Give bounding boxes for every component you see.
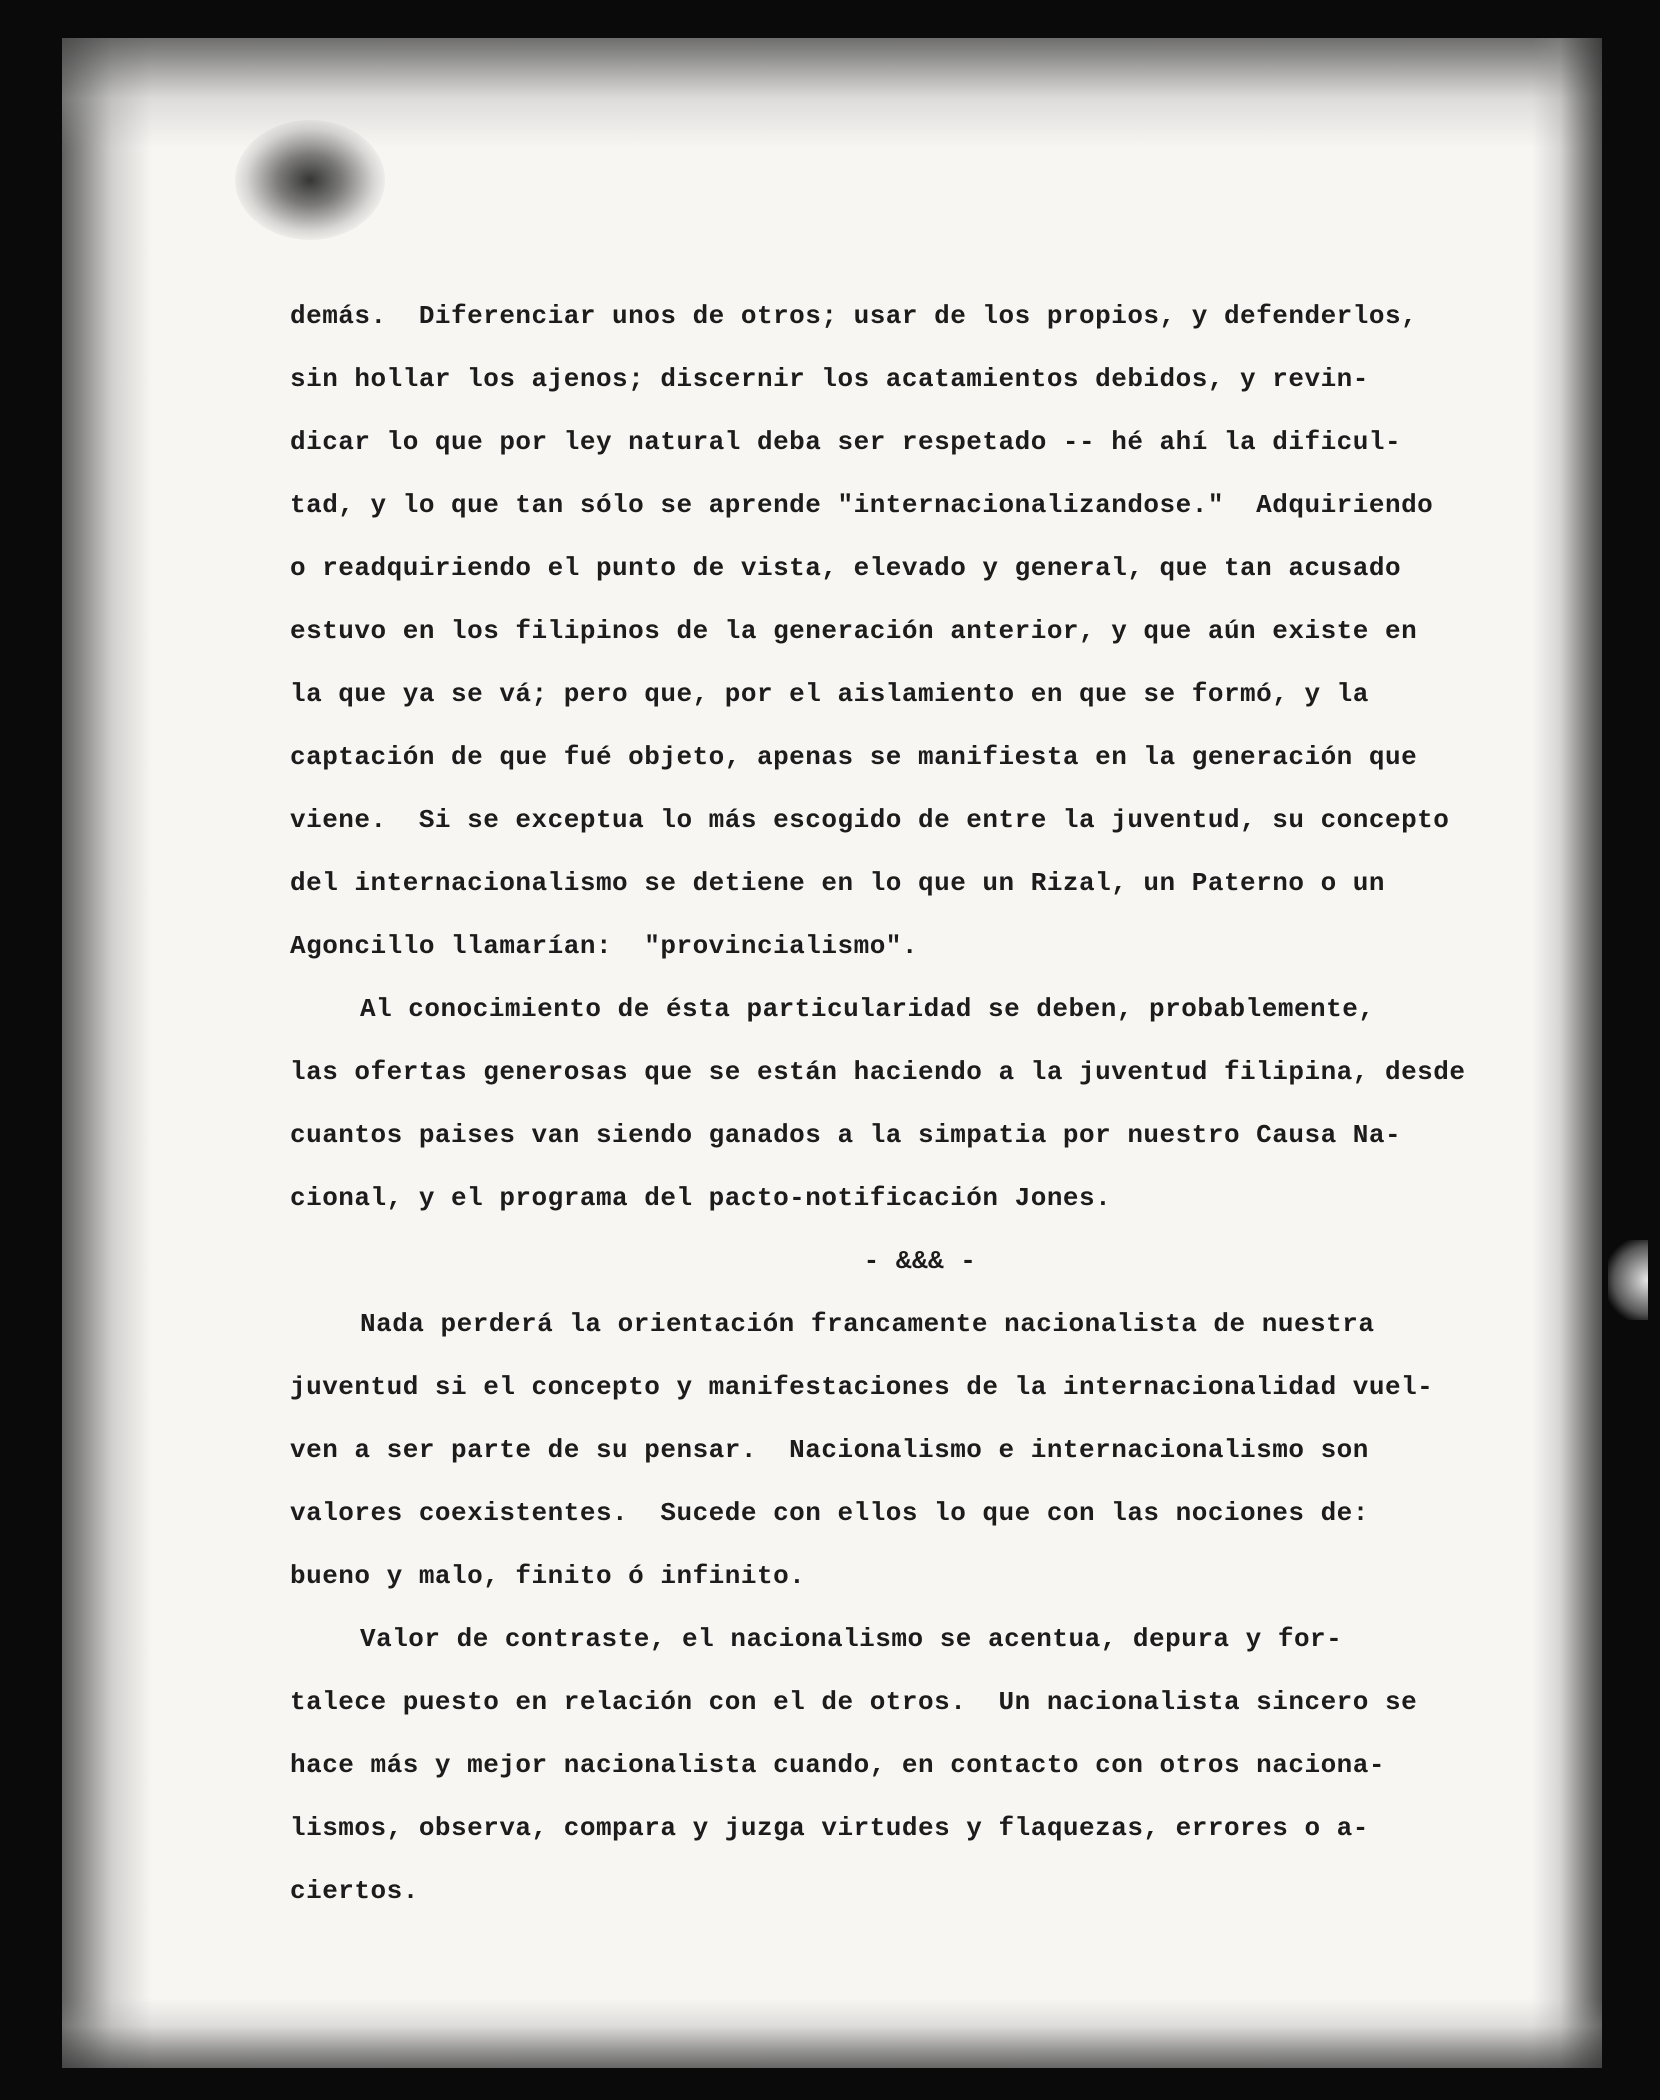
- text-line: captación de que fué objeto, apenas se manifiesta en la generación que: [290, 742, 1418, 772]
- text-line: talece puesto en relación con el de otros. Un nacionalista sincero se: [290, 1687, 1418, 1717]
- text-line: bueno y malo, finito ó infinito.: [290, 1561, 806, 1591]
- text-line: cuantos paises van siendo ganados a la simpatia por nuestro Causa Na-: [290, 1120, 1402, 1150]
- text-line: juventud si el concepto y manifestaciones de la internacionalidad vuel-: [290, 1372, 1434, 1402]
- text-line: demás. Diferenciar unos de otros; usar de los propios, y defenderlos,: [290, 301, 1418, 331]
- text-line: Agoncillo llamarían: "provincialismo".: [290, 931, 918, 961]
- text-line: tad, y lo que tan sólo se aprende "internacionalizandose." Adquiriendo: [290, 490, 1434, 520]
- page-shadow-right: [1532, 38, 1602, 2068]
- text-line: la que ya se vá; pero que, por el aislamiento en que se formó, y la: [290, 679, 1369, 709]
- text-line: cional, y el programa del pacto-notificación Jones.: [290, 1183, 1112, 1213]
- paragraph-4: [290, 1608, 1450, 1923]
- paragraph-3: [290, 1293, 1450, 1608]
- text-line: sin hollar los ajenos; discernir los acatamientos debidos, y revin-: [290, 364, 1369, 394]
- text-line: lismos, observa, compara y juzga virtudes y flaquezas, errores o a-: [290, 1813, 1369, 1843]
- text-line: ven a ser parte de su pensar. Nacionalismo e internacionalismo son: [290, 1435, 1369, 1465]
- text-line: hace más y mejor nacionalista cuando, en contacto con otros naciona-: [290, 1750, 1385, 1780]
- ink-stain: [235, 120, 385, 240]
- paper-tear-mark: [1608, 1240, 1648, 1320]
- text-line: del internacionalismo se detiene en lo que un Rizal, un Paterno o un: [290, 868, 1385, 898]
- document-body: [290, 285, 1466, 1923]
- text-line: viene. Si se exceptua lo más escogido de entre la juventud, su concepto: [290, 805, 1450, 835]
- paragraph-1: [290, 285, 1450, 978]
- page-shadow-left: [62, 38, 152, 2068]
- text-line: las ofertas generosas que se están haciendo a la juventud filipina, desde: [290, 1057, 1466, 1087]
- text-line: ciertos.: [290, 1876, 419, 1906]
- text-line: o readquiriendo el punto de vista, elevado y general, que tan acusado: [290, 553, 1402, 583]
- text-line: Nada perderá la orientación francamente nacionalista de nuestra: [360, 1309, 1375, 1339]
- section-separator: - &&& -: [863, 1246, 977, 1276]
- text-line: dicar lo que por ley natural deba ser respetado -- hé ahí la dificul-: [290, 427, 1402, 457]
- text-line: Al conocimiento de ésta particularidad se deben, probablemente,: [360, 994, 1375, 1024]
- text-line: valores coexistentes. Sucede con ellos lo que con las nociones de:: [290, 1498, 1369, 1528]
- paragraph-2: [290, 978, 1466, 1230]
- text-line: estuvo en los filipinos de la generación anterior, y que aún existe en: [290, 616, 1418, 646]
- text-line: Valor de contraste, el nacionalismo se acentua, depura y for-: [360, 1624, 1343, 1654]
- page-shadow-bottom: [62, 1998, 1602, 2068]
